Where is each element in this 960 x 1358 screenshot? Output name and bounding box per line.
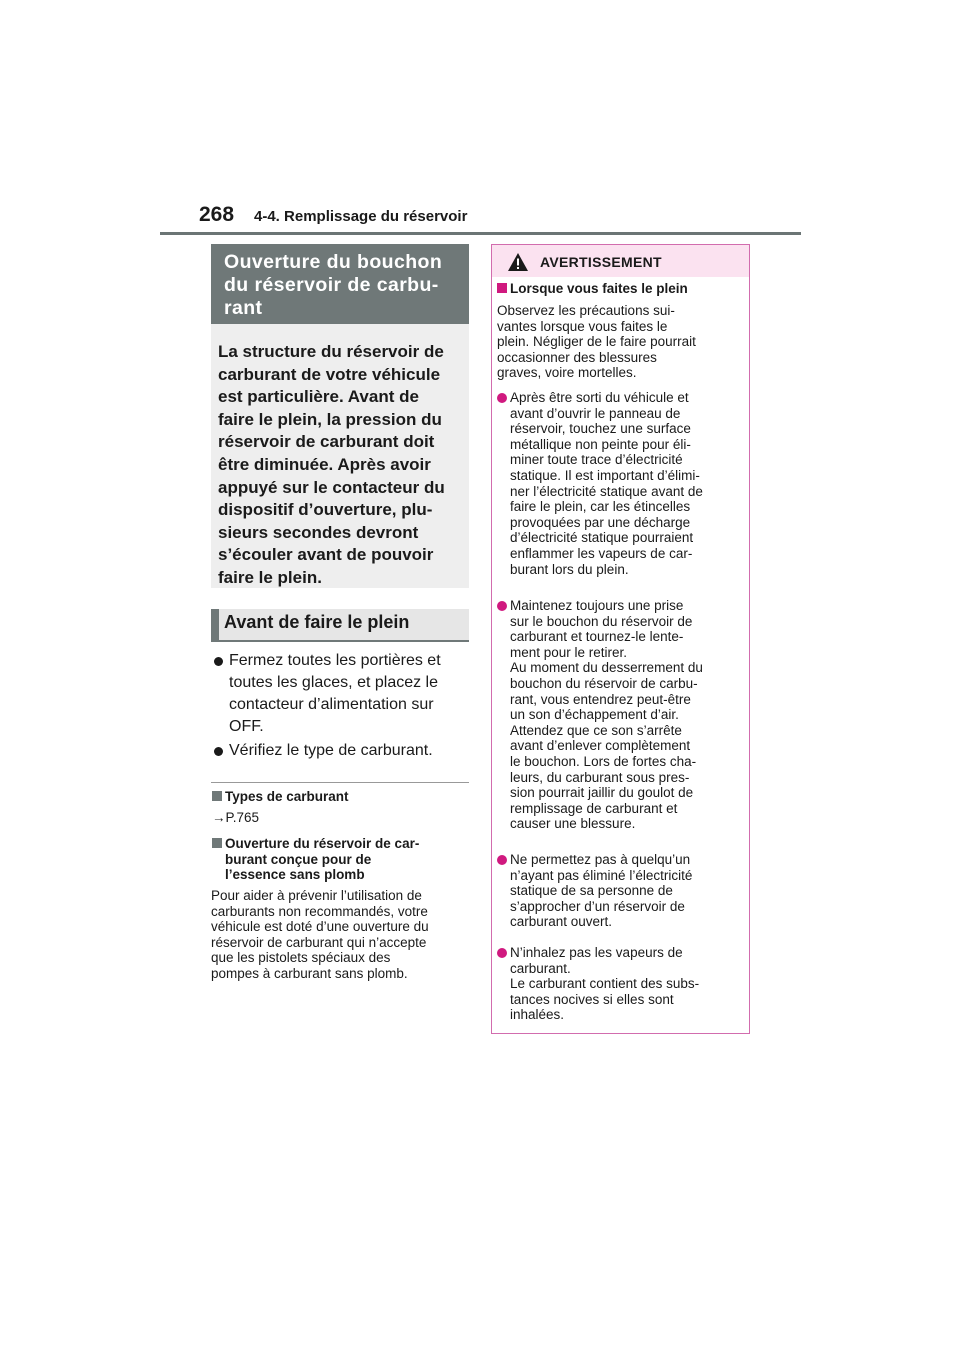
warning-item-text: N’inhalez pas les vapeurs de carburant. Le carburant contient des subs- tances nocives si elles sont inhalées. (510, 945, 700, 1023)
section-title-line: du réservoir de carbu- (224, 274, 439, 296)
note-heading-text: Types de carburant (225, 789, 349, 804)
warning-heading (497, 281, 688, 296)
note-body-line: véhicule est doté d’une ouverture du (211, 919, 429, 935)
note-body (211, 888, 467, 982)
warning-bullet-icon (497, 948, 507, 958)
note-heading-text: l’essence sans plomb (225, 867, 365, 882)
subsection-title-marker (211, 609, 219, 642)
warning-item-text: Après être sorti du véhicule et avant d’ouvrir le panneau de réservoir, touchez une surface métallique non peinte pour éli- miner toute trace d’électricité statique. Il est important d’élimi- ner l’électricité statique avant de faire le plein, car les étincelles provoquées par une décharge d’électricité statique pourraient enflammer les vapeurs de car- burant lors du plein. (510, 390, 703, 577)
subsection-title-rule (211, 640, 469, 642)
intro-line: faire le plein. (218, 567, 322, 587)
warning-bullet-icon (497, 855, 507, 865)
intro-line: réservoir de carburant doit (218, 432, 435, 452)
header-rule (160, 232, 801, 235)
warning-item (497, 390, 745, 577)
section-title (224, 251, 464, 320)
warning-item (497, 852, 745, 930)
page-reference: →P.765 (212, 810, 260, 825)
note-body-line: pompes à carburant sans plomb. (211, 965, 408, 981)
warning-item-text: Maintenez toujours une prise sur le bouchon du réservoir de carburant et tournez-le lente- ment pour le retirer. Au moment du desserrement du bouchon du réservoir de carbu- rant, vous entendrez peut-être un son d’échappement d’air. Attendez que ce son s’arrête avant d’enlever complètement le bouchon. Lors de fortes cha- leurs, du carburant sous pres- sion pourrait jaillir du goulot de remplissage de carburant et causer une blessure. (510, 598, 703, 832)
note-heading (212, 789, 468, 805)
warning-triangle-icon (507, 252, 529, 272)
note-heading-text: burant conçue pour de (225, 851, 372, 867)
running-section-title: 4-4. Remplissage du réservoir (254, 208, 468, 225)
warning-intro-line: Observez les précautions sui- (497, 303, 675, 318)
section-title-line: rant (224, 297, 263, 319)
intro-line: s’écouler avant de pouvoir (218, 545, 434, 565)
bullet-item (214, 740, 468, 762)
intro-line: être diminuée. Après avoir (218, 454, 431, 474)
warning-item (497, 598, 745, 832)
warning-bullet-icon (497, 601, 507, 611)
bullet-icon (214, 657, 223, 666)
warning-intro-line: graves, voire mortelles. (497, 365, 637, 381)
intro-text (218, 341, 466, 590)
warning-intro-line: plein. Négliger de le faire pourrait (497, 334, 696, 350)
square-bullet-icon (212, 838, 222, 848)
note-body-line: réservoir de carburant qui n’accepte (211, 934, 427, 950)
warning-intro-line: occasionner des blessures (497, 349, 657, 365)
note-body-line: Pour aider à prévenir l’utilisation de (211, 888, 422, 903)
intro-line: appuyé sur le contacteur du (218, 477, 445, 497)
intro-line: faire le plein, la pression du (218, 409, 442, 429)
warning-heading-text: Lorsque vous faites le plein (510, 281, 688, 296)
bullet-text: Fermez toutes les portières et toutes les glaces, et placez le contacteur d’alimentation sur OFF. (229, 652, 441, 735)
square-bullet-icon (497, 283, 507, 293)
warning-label: AVERTISSEMENT (540, 254, 662, 270)
notes-divider (211, 782, 469, 783)
note-body-line: carburants non recommandés, votre (211, 903, 428, 919)
square-bullet-icon (212, 791, 222, 801)
note-body-line: que les pistolets spéciaux des (211, 950, 391, 966)
intro-line: carburant de votre véhicule (218, 364, 441, 384)
bullet-icon (214, 747, 223, 756)
warning-bullet-icon (497, 393, 507, 403)
section-title-line: Ouverture du bouchon (224, 251, 443, 273)
warning-item (497, 945, 745, 1023)
intro-line: sieurs secondes devront (218, 522, 419, 542)
bullet-text: Vérifiez le type de carburant. (229, 742, 433, 759)
warning-intro-line: vantes lorsque vous faites le (497, 318, 668, 334)
warning-intro (497, 303, 743, 381)
intro-line: La structure du réservoir de (218, 342, 444, 361)
note-heading (212, 836, 468, 883)
subsection-title: Avant de faire le plein (224, 612, 410, 632)
intro-line: dispositif d’ouverture, plu- (218, 500, 433, 520)
note-heading-text: Ouverture du réservoir de car- (225, 836, 420, 851)
intro-line: est particulière. Avant de (218, 387, 419, 407)
bullet-item (214, 650, 468, 738)
page-number: 268 (199, 203, 235, 226)
warning-item-text: Ne permettez pas à quelqu’un n’ayant pas éliminé l’électricité statique de sa personne de s’approcher d’un réservoir de carburant ouvert. (510, 852, 693, 930)
